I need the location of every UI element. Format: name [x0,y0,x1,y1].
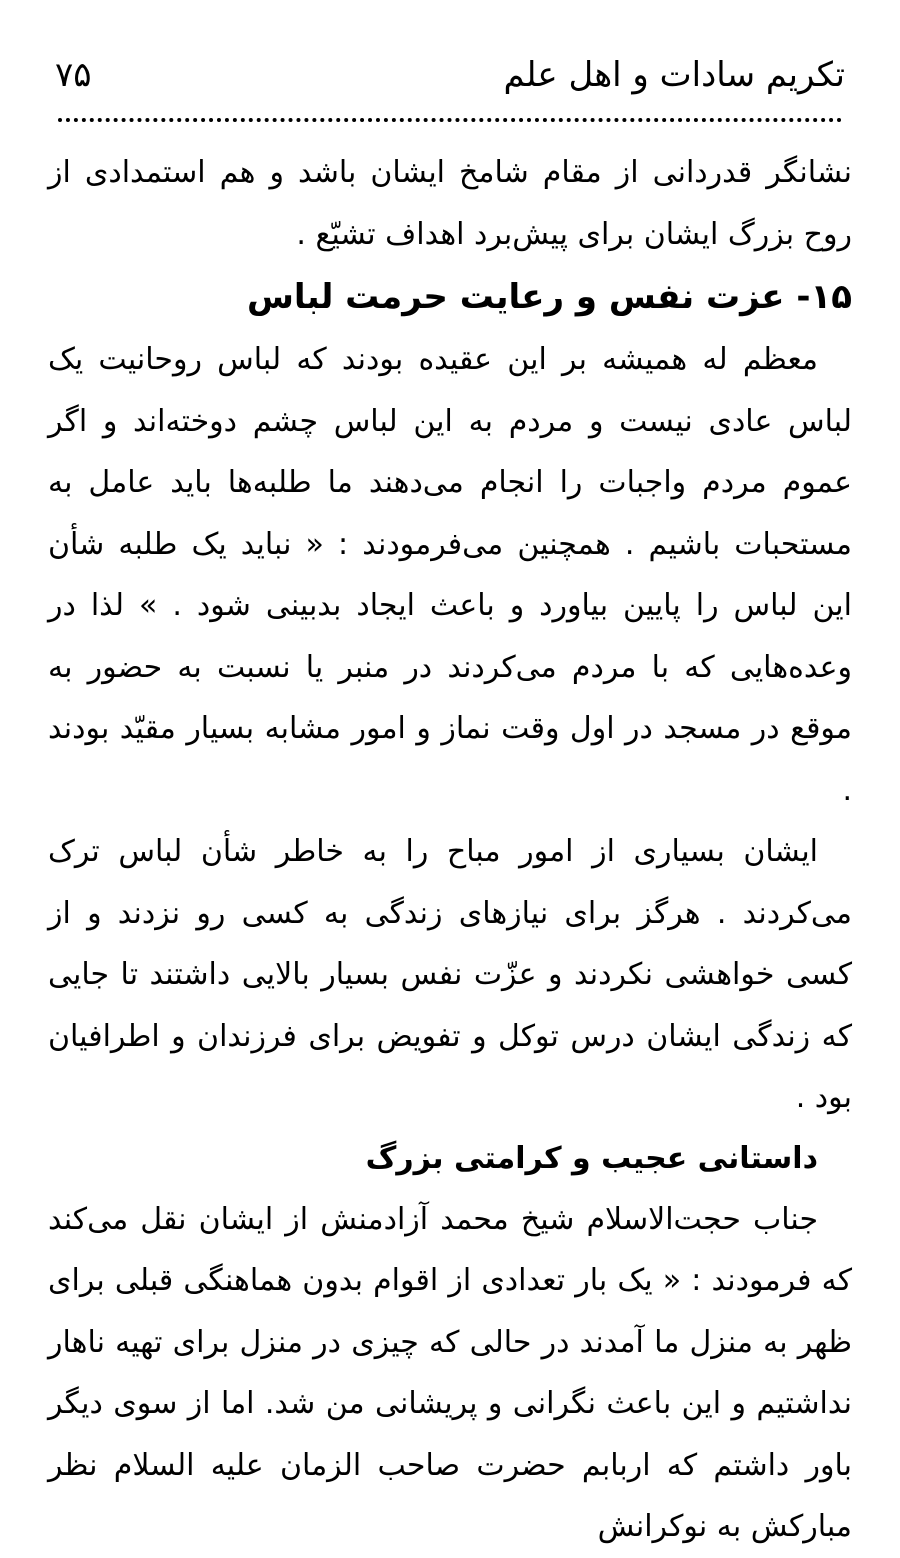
paragraph-1: نشانگر قدردانی از مقام شامخ ایشان باشد و هم استمدادی از روح بزرگ ایشان برای پیش‌برد اهداف تشیّع . [48,155,852,252]
page-number: ۷۵ [55,55,92,95]
section-heading: ۱۵- عزت نفس و رعایت حرمت لباس [247,277,852,317]
paragraph-2: معظم له همیشه بر این عقیده بودند که لباس روحانیت یک لباس عادی نیست و مردم به این لباس چشم دوخته‌اند و اگر عموم مردم واجبات را انجام می‌دهند ما طلبه‌ها باید عامل به مستحبات باشیم . همچنین می‌فرمودند : « نباید یک طلبه شأن این لباس را پایین بیاورد و باعث ایجاد بدبینی شود . » لذا در وعده‌هایی که با مردم می‌کردند در منبر یا نسبت به حضور به موقع در مسجد در اول وقت نماز و امور مشابه بسیار مقیّد بودند . [48,342,852,808]
paragraph-3: ایشان بسیاری از امور مباح را به خاطر شأن لباس ترک می‌کردند . هرگز برای نیازهای زندگی به کسی رو نزدند و از کسی خواهشی نکردند و عزّت نفس بسیار بالایی داشتند تا جایی که زندگی ایشان درس توکل و تفویض برای فرزندان و اطرافیان بود . [48,834,852,1115]
page-header [55,40,845,110]
subsection-heading: داستانی عجیب و کرامتی بزرگ [365,1140,818,1176]
header-dotted-rule [58,118,842,122]
page-body [48,142,852,1558]
running-title: تکریم سادات و اهل علم [503,55,845,95]
paragraph-4: جناب حجت‌الاسلام شیخ محمد آزادمنش از ایشان نقل می‌کند که فرمودند : « یک بار تعدادی از اقوام بدون هماهنگی قبلی برای ظهر به منزل ما آمدند در حالی که چیزی در منزل برای تهیه ناهار نداشتیم و این باعث نگرانی و پریشانی من شد. اما از سوی دیگر باور داشتم که اربابم حضرت صاحب الزمان علیه السلام نظر مبارکش به نوکرانش [48,1201,852,1544]
